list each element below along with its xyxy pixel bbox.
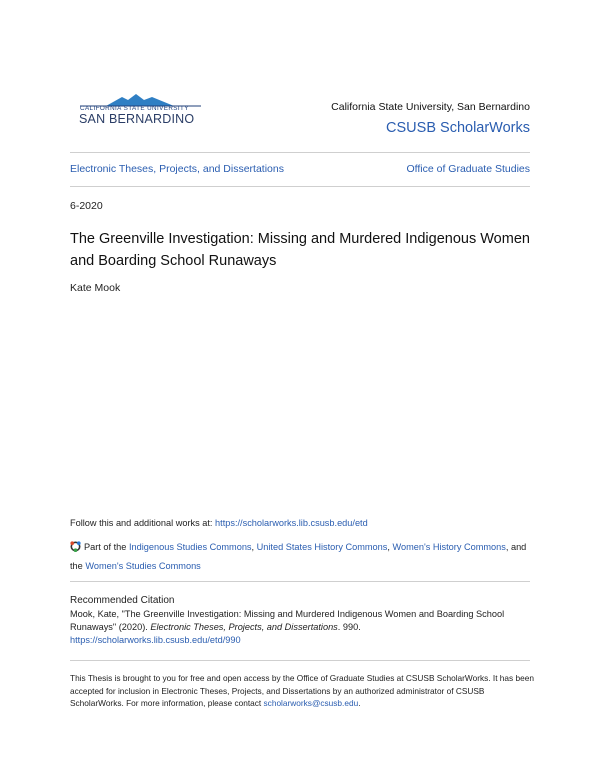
citation-url-link[interactable]: https://scholarworks.lib.csusb.edu/etd/990 <box>70 635 241 645</box>
divider-nav <box>70 186 530 187</box>
contact-email-link[interactable]: scholarworks@csusb.edu <box>263 698 359 708</box>
citation-series: Electronic Theses, Projects, and Dissertations <box>150 622 338 632</box>
access-statement <box>70 672 540 710</box>
university-logo[interactable] <box>78 92 203 130</box>
logo-top-text: CALIFORNIA STATE UNIVERSITY <box>80 105 189 112</box>
follow-line <box>70 518 368 528</box>
network-commons-icon <box>70 541 81 558</box>
citation-heading: Recommended Citation <box>70 595 175 606</box>
document-title: The Greenville Investigation: Missing and Murdered Indigenous Women and Boarding School Runaways <box>70 231 530 269</box>
commons-separator: , and the <box>70 542 527 571</box>
author-name: Kate Mook <box>70 282 121 294</box>
commons-link-womens-history[interactable]: Women's History Commons <box>392 542 506 552</box>
publication-date: 6-2020 <box>70 200 103 212</box>
office-link[interactable]: Office of Graduate Studies <box>406 163 530 175</box>
part-of-commons <box>70 539 540 575</box>
access-statement-end: . <box>358 698 361 708</box>
access-statement-text: This Thesis is brought to you for free and open access by the Office of Graduate Studies at CSUSB ScholarWorks. It has been accepted for inclusion in Electronic Theses, Projects, and Dissertations by an authorized administrator of CSUSB ScholarWorks. For more information, please contact <box>70 673 534 708</box>
follow-prefix: Follow this and additional works at: <box>70 518 216 528</box>
institution-name: California State University, San Bernardino <box>331 101 530 113</box>
logo-bottom-text: SAN BERNARDINO <box>79 112 195 126</box>
commons-link-indigenous-studies[interactable]: Indigenous Studies Commons <box>128 542 252 552</box>
citation-number: . 990. <box>337 622 361 632</box>
commons-link-us-history[interactable]: United States History Commons <box>256 542 388 552</box>
follow-url-link[interactable]: https://scholarworks.lib.csusb.edu/etd <box>215 518 368 528</box>
commons-link-womens-studies[interactable]: Women's Studies Commons <box>85 561 201 571</box>
divider-footer <box>70 660 530 661</box>
commons-separator: , <box>251 542 257 552</box>
citation-text: Mook, Kate, "The Greenville Investigation: Missing and Murdered Indigenous Women and Boarding School Runaways" (2020). <box>70 609 505 632</box>
divider-top <box>70 152 530 153</box>
divider-citation <box>70 581 530 582</box>
collection-link[interactable]: Electronic Theses, Projects, and Dissertations <box>70 163 284 175</box>
repository-link[interactable]: CSUSB ScholarWorks <box>386 120 530 136</box>
citation-body <box>70 608 540 647</box>
part-of-prefix: Part of the <box>84 542 129 552</box>
commons-separator: , <box>387 542 393 552</box>
